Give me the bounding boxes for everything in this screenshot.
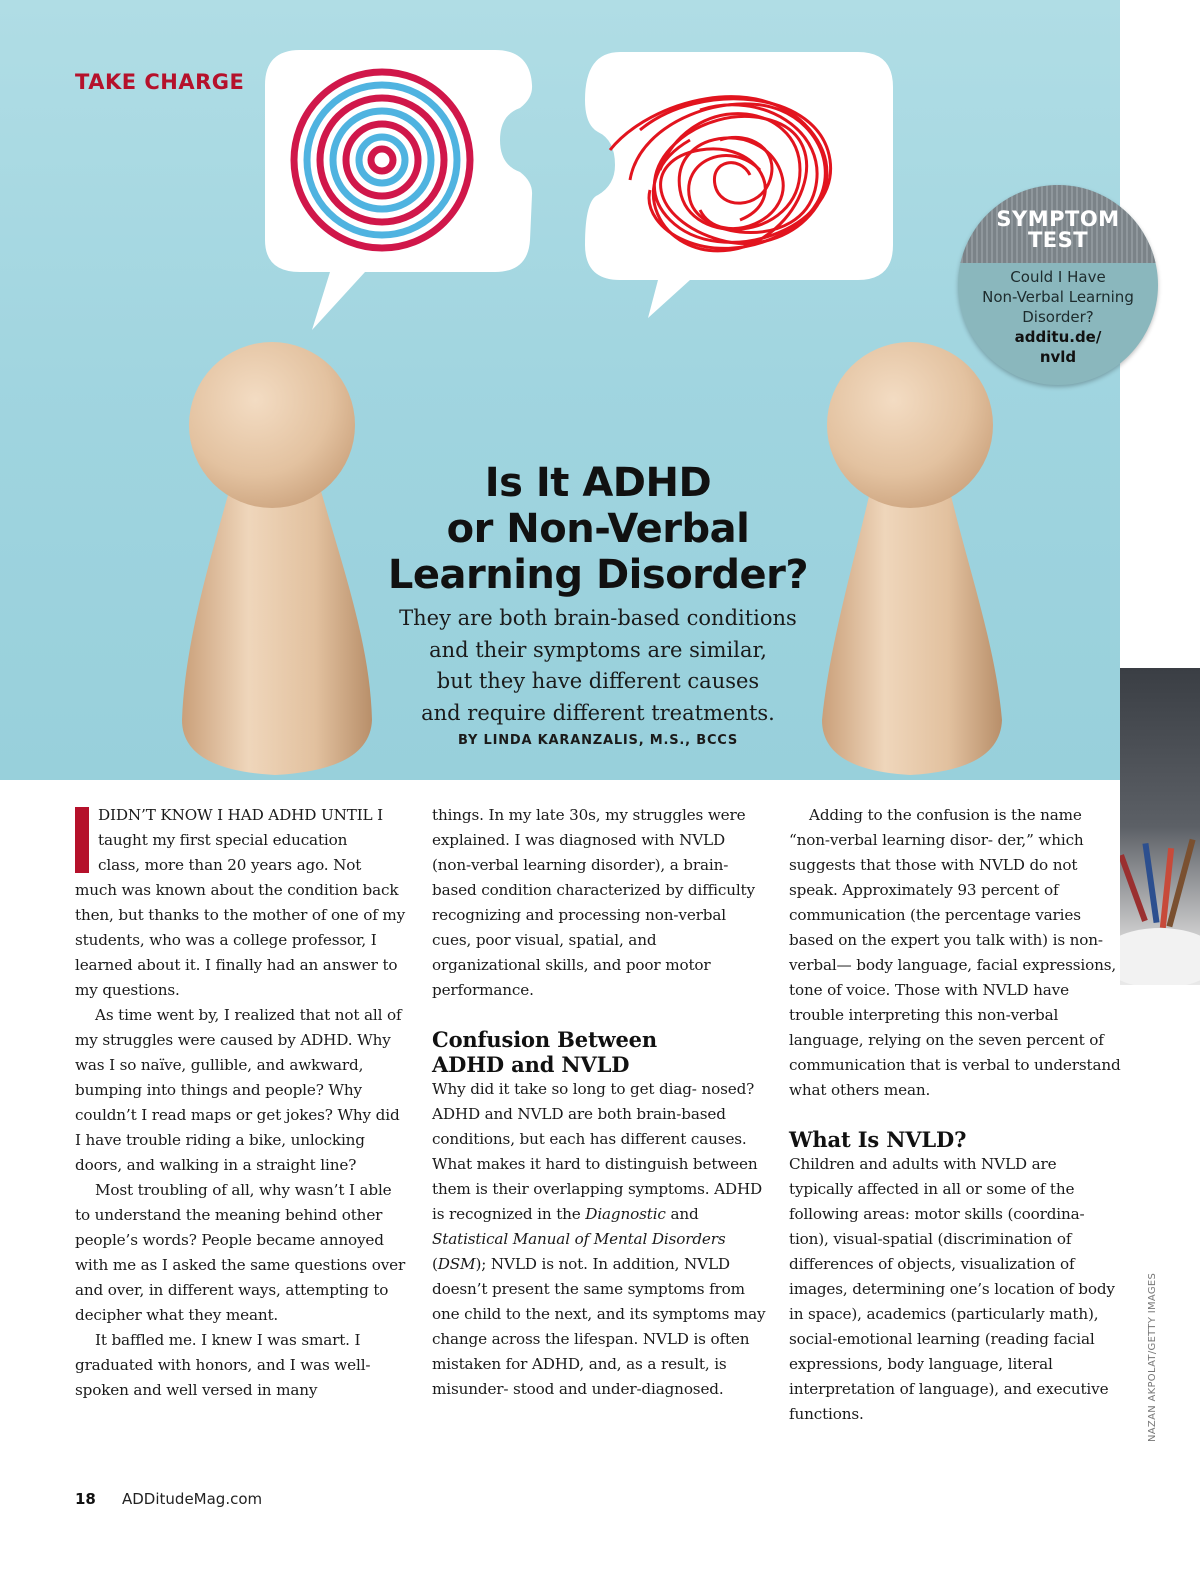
text-run: Why did it take so long to get diag- nosed? ADHD and NVLD are both brain-based conditions, but each has different causes. What makes it hard to distinguish between them is their overlapping symptoms. ADHD is recognized in the [432, 1080, 763, 1223]
badge-text-line: Non-Verbal Learning [982, 288, 1134, 306]
left-speech-bubble [265, 50, 532, 330]
italic-run: Statistical Manual of Mental Disorders [432, 1230, 726, 1248]
badge-link-line[interactable]: nvld [1039, 348, 1077, 366]
italic-run: DSM [437, 1255, 476, 1273]
text-run: ( [432, 1255, 438, 1273]
badge-text [958, 267, 1158, 327]
headline-line: Is It ADHD [484, 460, 712, 506]
byline: BY LINDA KARANZALIS, M.S., BCCS [457, 733, 739, 748]
badge-title-line: SYMPTOM [996, 207, 1120, 231]
side-photo-pencils [1120, 668, 1200, 985]
opening-paragraph-lead [75, 803, 409, 878]
deck-line: They are both brain-based conditions [399, 606, 797, 630]
badge-title [958, 209, 1158, 251]
text-run: ); NVLD is not. In addition, NVLD doesn’t present the same symptoms from one child to the next, and its symptoms may change across the lifespan. NVLD is often mistaken for ADHD, and, as a result, is misunder- stood and under-diagnosed. [432, 1255, 766, 1398]
article-column-2 [432, 803, 766, 1402]
lead-line: class, more than 20 years ago. Not [98, 856, 362, 874]
lead-line: taught my first special education [98, 831, 348, 849]
paragraph: As time went by, I realized that not all of my struggles were caused by ADHD. Why was I so naïve, gullible, and awkward, bumping into things and people? Why couldn’t I read maps or get jokes? Why did I have trouble riding a bike, unlocking doors, and walking in a straight line? [75, 1006, 402, 1174]
drop-cap-i [75, 807, 89, 873]
pencils-image [1120, 668, 1200, 985]
section-tag: TAKE CHARGE [75, 70, 245, 94]
footer-site-link[interactable]: ADDitudeMag.com [122, 1490, 263, 1508]
symptom-test-badge[interactable] [958, 185, 1158, 385]
hero-illustration [0, 0, 1120, 780]
paragraph: Adding to the confusion is the name “non-verbal learning disor- der,” which suggests that those with NVLD do not speak. Approximately 93 percent of communication (the percentage varies based on the expert you talk with) is non-verbal— body language, facial expressions, tone of voice. Those with NVLD have trouble interpreting this non-verbal language, relying on the seven percent of communication that is verbal to understand what others mean. [789, 806, 1121, 1099]
badge-link[interactable] [958, 327, 1158, 367]
deck-line: and require different treatments. [421, 700, 775, 725]
article-column-3 [789, 803, 1123, 1427]
photo-credit: NAZAN AKPOLAT/GETTY IMAGES [1147, 1272, 1158, 1442]
paragraph: It baffled me. I knew I was smart. I graduated with honors, and I was well-spoken and well versed in many [75, 1331, 371, 1399]
headline-line: Learning Disorder? [387, 552, 809, 598]
lead-line: DIDN’T KNOW I HAD ADHD UNTIL I [98, 806, 384, 824]
paragraph [432, 1077, 766, 1402]
deck-subtitle [370, 603, 826, 729]
paragraph: Most troubling of all, why wasn’t I able to understand the meaning behind other people’s words? People became annoyed with me as I asked the same questions over and over, in different ways, attempting to decipher what they meant. [75, 1181, 406, 1324]
headline-line: or Non-Verbal [446, 506, 750, 552]
deck-line: and their symptoms are similar, [429, 637, 767, 662]
article-column-1 [75, 803, 409, 1403]
left-wooden-figure [182, 342, 372, 775]
badge-text-line: Disorder? [1022, 308, 1094, 326]
right-wooden-figure [822, 342, 1002, 775]
text-run: and [665, 1205, 699, 1223]
badge-link-line[interactable]: additu.de/ [1014, 328, 1102, 346]
page-number: 18 [75, 1490, 96, 1508]
badge-text-line: Could I Have [1010, 268, 1106, 286]
badge-title-line: TEST [1027, 228, 1089, 252]
subheading-confusion [432, 1027, 766, 1077]
deck-line: but they have different causes [436, 669, 760, 693]
paragraph: things. In my late 30s, my struggles were explained. I was diagnosed with NVLD (non-verbal learning disorder), a brain-based condition characterized by difficulty recognizing and processing non-verbal cues, poor visual, spatial, and organizational skills, and poor motor performance. [432, 806, 755, 999]
paragraph: much was known about the condition back then, but thanks to the mother of one of my students, who was a college professor, I learned about it. I finally had an answer to my questions. [75, 881, 406, 999]
subheading-what-is-nvld: What Is NVLD? [789, 1127, 967, 1152]
subheading-line: ADHD and NVLD [432, 1052, 630, 1077]
italic-run: Diagnostic [585, 1205, 666, 1223]
right-speech-bubble [585, 52, 893, 318]
paragraph: Children and adults with NVLD are typically affected in all or some of the following areas: motor skills (coordina- tion), visual-spatial (discrimination of differences of objects, visualization of images, determining one’s location of body in space), academics (particularly math), social-emotional learning (reading facial expressions, body language, literal interpretation of language), and executive functions. [789, 1155, 1115, 1423]
headline [360, 460, 836, 598]
subheading-line: Confusion Between [432, 1027, 658, 1052]
